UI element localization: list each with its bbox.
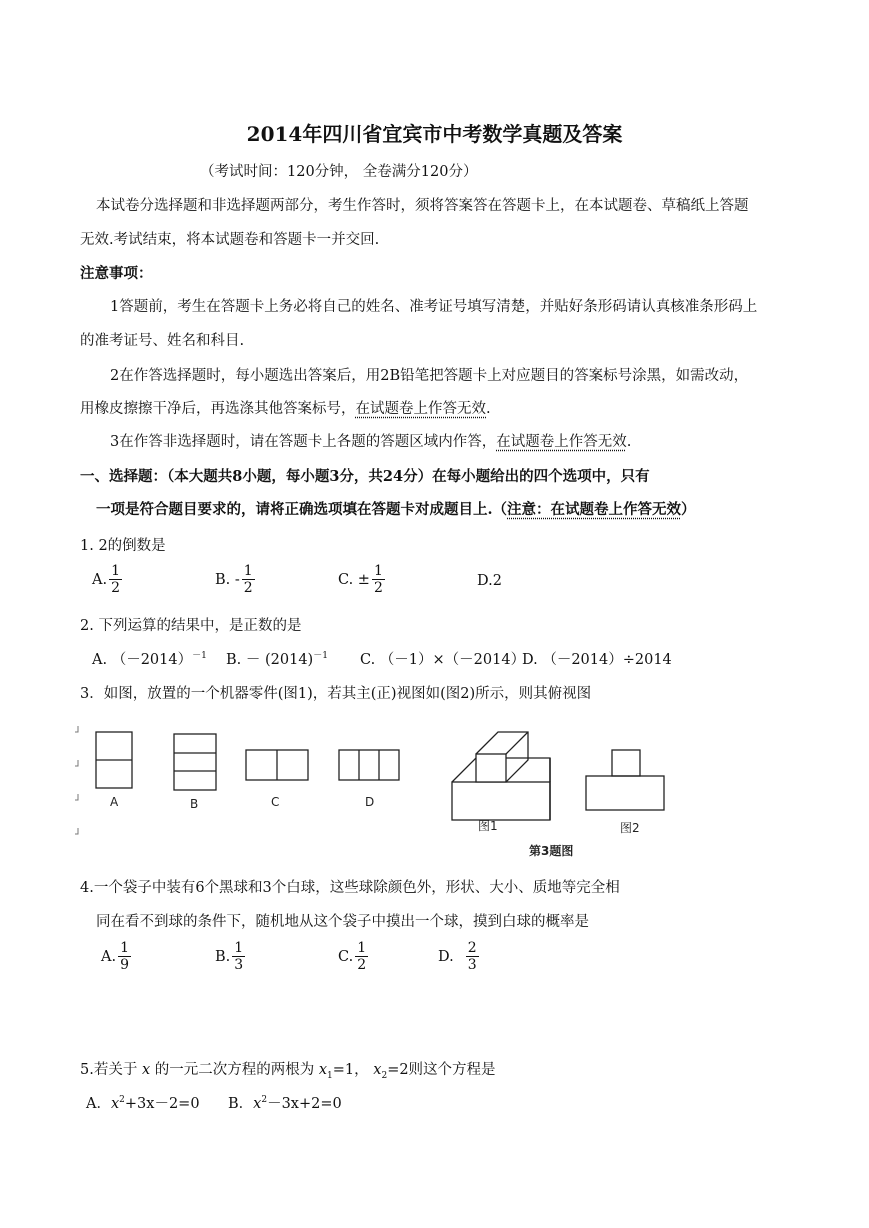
q5-b-label: B． bbox=[228, 1096, 254, 1112]
q5-a-label: A． bbox=[86, 1096, 111, 1112]
q4-c-label: C. bbox=[338, 948, 354, 965]
q4-c-den: 2 bbox=[357, 957, 367, 973]
q2-stem: 2. 下列运算的结果中，是正数的是 bbox=[80, 618, 302, 634]
option-d-figure bbox=[339, 750, 399, 780]
notice-item-3 bbox=[110, 430, 631, 451]
q1-a-fraction bbox=[109, 563, 122, 596]
q4-a-fraction bbox=[118, 940, 131, 973]
q1-a-den: 2 bbox=[111, 580, 121, 596]
notice-item-2-line-1: 2在作答选择题时，每小题选出答案后，用2B铅笔把答题卡上对应题目的答案标号涂黑，如需改动， bbox=[110, 368, 749, 384]
paragraph-marks bbox=[75, 726, 78, 834]
q1-b-label: B. - bbox=[215, 571, 240, 588]
q4-b-fraction bbox=[232, 940, 245, 973]
q1-b-fraction bbox=[242, 563, 255, 596]
exam-info: （考试时间：120分钟， 全卷满分120分） bbox=[200, 164, 478, 180]
q4-a-num: 1 bbox=[120, 940, 130, 956]
option-a-figure bbox=[96, 732, 132, 788]
q5-a-rest: +3x－2=0 bbox=[124, 1096, 200, 1112]
q5-stem-start: 5.若关于 bbox=[80, 1062, 138, 1078]
notice-heading: 注意事项： bbox=[80, 265, 153, 282]
q4-d-num: 2 bbox=[467, 940, 477, 956]
q5-x2-subscript: 2 bbox=[381, 1070, 388, 1081]
section-1-heading-line-2 bbox=[96, 498, 696, 519]
q1-option-a bbox=[92, 563, 124, 596]
q5-x2: x bbox=[373, 1062, 382, 1078]
q5-a-x: x bbox=[110, 1096, 120, 1112]
q5-stem bbox=[80, 1058, 496, 1081]
q5-eq1: =1， bbox=[332, 1062, 369, 1078]
q4-a-label: A. bbox=[101, 948, 117, 965]
q1-option-c bbox=[338, 563, 387, 596]
q5-stem-middle: 的一元二次方程的两根为 bbox=[154, 1062, 315, 1078]
q1-option-d: D.2 bbox=[477, 573, 502, 589]
intro-line-1: 本试卷分选择题和非选择题两部分，考生作答时，须将答案答在答题卡上，在本试题卷、草稿纸上答题 bbox=[96, 198, 749, 214]
q1-c-fraction bbox=[372, 563, 385, 596]
q5-a-exponent: 2 bbox=[119, 1095, 125, 1106]
q4-a-den: 9 bbox=[120, 957, 130, 973]
q3-figures bbox=[74, 718, 674, 860]
q2-a-text: A. （－2014） bbox=[92, 652, 193, 668]
notice-item-2-line-2 bbox=[80, 397, 491, 418]
notice-item-2-text: 用橡皮擦擦干净后，再选涤其他答案标号， bbox=[80, 401, 356, 417]
label-d: D bbox=[365, 795, 375, 809]
label-c: C bbox=[271, 795, 280, 809]
q5-b-exponent: 2 bbox=[261, 1095, 268, 1106]
q1-stem: 1. 2的倒数是 bbox=[80, 538, 166, 554]
q5-b-rest: －3x+2=0 bbox=[267, 1096, 342, 1112]
figure-1-label: 图1 bbox=[478, 819, 498, 833]
section-1-emphasis: 注意：在试题卷上作答无效 bbox=[507, 501, 682, 518]
q4-d-fraction bbox=[466, 940, 479, 973]
option-b-figure bbox=[174, 734, 216, 790]
label-a: A bbox=[110, 795, 119, 809]
figure-2-front-view bbox=[586, 750, 664, 810]
q1-c-den: 2 bbox=[373, 580, 383, 596]
q2-option-c: C. （－1）×（－2014） bbox=[360, 652, 526, 668]
section-1-text: 一项是符合题目要求的，请将正确选项填在答题卡对成题目上.（ bbox=[96, 501, 508, 518]
q4-b-den: 3 bbox=[234, 957, 244, 973]
q1-b-num: 1 bbox=[243, 563, 253, 579]
notice-item-2-emphasis: 在试题卷上作答无效 bbox=[355, 401, 486, 417]
q3-stem: 3．如图，放置的一个机器零件(图1)，若其主(正)视图如(图2)所示，则其俯视图 bbox=[80, 686, 592, 702]
q4-c-fraction bbox=[355, 940, 368, 973]
q1-c-label: C. ± bbox=[338, 571, 370, 588]
q5-var-x: x bbox=[141, 1062, 151, 1078]
figure-2-label: 图2 bbox=[620, 821, 640, 835]
q2-a-exponent: －1 bbox=[192, 651, 207, 662]
q4-option-b bbox=[215, 940, 247, 973]
q4-c-num: 1 bbox=[357, 940, 367, 956]
q4-b-label: B. bbox=[215, 948, 231, 965]
intro-line-2: 无效.考试结束，将本试题卷和答题卡一并交回. bbox=[80, 232, 380, 248]
q2-b-exponent: －1 bbox=[313, 651, 328, 662]
notice-item-3-end: . bbox=[626, 434, 632, 450]
figure-caption: 第3题图 bbox=[529, 844, 574, 858]
q2-option-a bbox=[92, 648, 207, 669]
q2-option-b bbox=[226, 648, 328, 669]
q4-d-den: 3 bbox=[467, 957, 477, 973]
notice-item-1-line-1: 1答题前，考生在答题卡上务必将自己的姓名、准考证号填写清楚，并贴好条形码请认真核准条形码上 bbox=[110, 299, 758, 315]
notice-item-2-end: . bbox=[486, 401, 491, 417]
q1-c-num: 1 bbox=[373, 563, 383, 579]
q4-option-c bbox=[338, 940, 370, 973]
q2-option-d: D. （－2014）÷2014 bbox=[522, 652, 672, 668]
q1-a-num: 1 bbox=[111, 563, 121, 579]
q4-line-2: 同在看不到球的条件下，随机地从这个袋子中摸出一个球，摸到白球的概率是 bbox=[96, 914, 589, 930]
q4-d-label: D. bbox=[438, 948, 454, 965]
q2-b-text: B. － (2014) bbox=[226, 652, 314, 668]
q4-line-1: 4.一个袋子中装有6个黑球和3个白球，这些球除颜色外，形状、大小、质地等完全相 bbox=[80, 880, 620, 896]
q1-a-label: A. bbox=[92, 571, 108, 588]
notice-item-1-line-2: 的准考证号、姓名和科目. bbox=[80, 333, 245, 349]
q4-option-d bbox=[438, 940, 481, 973]
q5-option-b bbox=[228, 1092, 342, 1113]
option-c-figure bbox=[246, 750, 308, 780]
section-1-heading-line-1: 一、选择题：（本大题共8小题，每小题3分，共24分）在每小题给出的四个选项中，只有 bbox=[80, 468, 650, 485]
notice-item-3-text: 3在作答非选择题时，请在答题卡上各题的答题区域内作答， bbox=[110, 434, 497, 450]
q4-b-num: 1 bbox=[234, 940, 244, 956]
figure-1-machine-part bbox=[452, 732, 550, 820]
q5-eq2: =2则这个方程是 bbox=[387, 1062, 496, 1078]
q1-option-b bbox=[215, 563, 257, 596]
notice-item-3-emphasis: 在试题卷上作答无效 bbox=[496, 434, 627, 450]
label-b: B bbox=[190, 797, 199, 811]
q5-b-x: x bbox=[253, 1096, 262, 1112]
q4-option-a bbox=[101, 940, 133, 973]
section-1-end: ） bbox=[681, 501, 696, 518]
q5-x1: x bbox=[318, 1062, 328, 1078]
q5-option-a bbox=[86, 1092, 200, 1113]
q1-b-den: 2 bbox=[243, 580, 253, 596]
q5-x1-subscript: 1 bbox=[327, 1070, 333, 1081]
page-title: 2014年四川省宜宾市中考数学真题及答案 bbox=[246, 122, 623, 146]
